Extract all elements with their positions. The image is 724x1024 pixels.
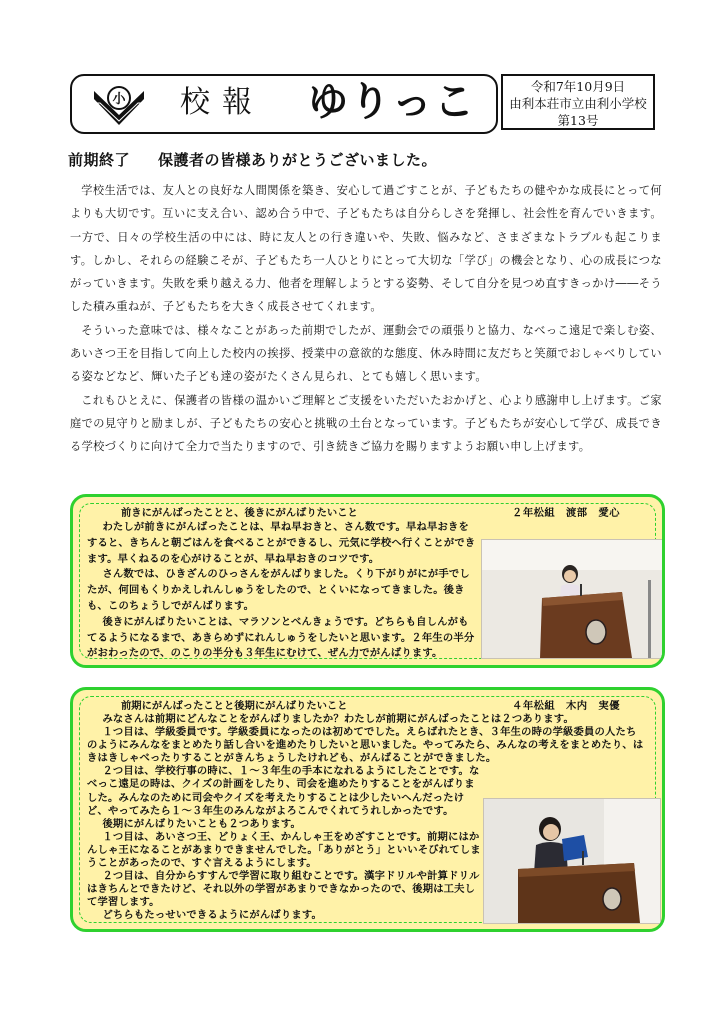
speech-photo-grade2	[481, 539, 663, 659]
headline-right: 保護者の皆様ありがとうございました。	[158, 151, 438, 169]
report-author: ２年松組 渡部 愛心	[512, 507, 620, 519]
paper-name: ゆりっこ	[308, 78, 476, 125]
speech-photo-grade4	[483, 798, 661, 924]
headline-left: 前期終了	[68, 151, 131, 169]
article-headline	[68, 149, 437, 170]
report-paragraph: 後期にがんばりたいことも２つあります。	[102, 817, 302, 830]
article-body	[70, 179, 662, 459]
issue-number: 第13号	[557, 113, 599, 128]
article-paragraph: そういった意味では、様々なことがあった前期でしたが、運動会での頑張りと協力、なべっこ遠足で楽しむ姿、あいさつ王を目指して向上した校内の挨拶、授業中の意欲的な態度、休み時間に友だちと笑顔でおしゃべりしている姿などなど、輝いた子ども達の姿がたくさん見られ、とても嬉しく思います。	[70, 323, 662, 384]
student-report-grade2	[70, 494, 665, 668]
report-paragraph: ２つ目は、自分からすすんで学習に取り組むことです。漢字ドリルや計算ドリルはきちんとできたけど、それ以外の学習があまりできなかったので、後期は工夫して学習します。	[87, 870, 480, 909]
school-paper-label: 校報	[180, 85, 264, 120]
report-header	[87, 699, 648, 713]
student-report-grade4	[70, 687, 665, 932]
report-title: 前きにがんばったことと、後きにがんばりたいこと	[121, 507, 358, 519]
report-author: ４年松組 木内 実優	[512, 700, 620, 712]
emblem-glyph: 小	[112, 92, 126, 107]
report-paragraph: 後きにがんばりたいことは、マラソンとべんきょうです。どちらも自しんがもてるようになるまで、あきらめずにれんしゅうをしたいと思います。２年生の半分がおわったので、のこりの半分も３年生にむけて、ぜん力でがんばります。	[87, 615, 475, 660]
report-paragraph: １つ目は、学級委員です。学級委員になったのは初めてでした。えらばれたとき、３年生の時の学級委員の人たちのようにみんなをまとめたり話し合いを進めたりしたいと思いました。やってみたら、みんなの考えをまとめたり、はきはきしゃべったりすることがきんちょうしたけれども、がんばることができました。	[87, 726, 644, 765]
report-title: 前期にがんばったことと後期にがんばりたいこと	[121, 700, 348, 712]
report-paragraph: ２つ目は、学校行事の時に、１～３年生の手本になれるようにしたことです。なべっこ遠足の時は、クイズの計画をしたり、司会を進めたりすることをがんばりました。みんなのために司会やクイズを考えたりすることは少したいへんだったけど、やってみたら１～３年生のみんながよろこんでくれてうれしかったです。	[87, 765, 480, 817]
article-paragraph: 学校生活では、友人との良好な人間関係を築き、安心して過ごすことが、子どもたちの健やかな成長にとって何よりも大切です。互いに支え合い、認め合う中で、子どもたちは自分らしさを発揮し、社会性を育んでいきます。一方で、日々の学校生活の中には、時に友人との行き違いや、失敗、悩みなど、さまざまなトラブルも起こります。しかし、それらの経験こそが、子どもたち一人ひとりにとって大切な「学び」の機会となり、心の成長につながっていきます。失敗を乗り越える力、他者を理解しようとする姿勢、そして自分を見つめ直すきっかけ――そうした積み重ねが、子どもたちを大きく成長させてくれます。	[70, 184, 662, 314]
report-paragraph: わたしが前きにがんばったことは、早ね早おきと、さん数です。早ね早おきをすると、きちんと朝ごはんを食べることができるし、元気に学校へ行くことができます。早くねるのを心がけることが、早ね早おきのコツです。	[87, 521, 476, 565]
school-name: 由利本荘市立由利小学校	[509, 96, 647, 111]
report-paragraph: １つ目は、あいさつ王、どりょく王、かんしゃ王をめざすことです。前期にはかんしゃ王になることがあまりできませんでした。「ありがとう」といいそびれてしまうことがあったので、すぐ言えるようにします。	[87, 830, 481, 870]
article-paragraph: これもひとえに、保護者の皆様の温かいご理解とご支援をいただいたおかげと、心より感謝申し上げます。ご家庭での見守りと励ましが、子どもたちの安心と挑戦の土台となっています。子どもたちが安心して学び、成長できる学校づくりに向けて全力で当たりますので、引き続きご協力を賜りますようお願い申し上げます。	[70, 393, 662, 454]
school-emblem-icon	[92, 81, 146, 127]
report-paragraph: どちらもたっせいできるようにがんばります。	[102, 909, 323, 922]
report-paragraph: みなさんは前期にどんなことをがんばりましたか？わたしが前期にがんばったことは２つあります。	[102, 713, 574, 725]
masthead	[70, 74, 498, 134]
issue-info	[501, 74, 655, 130]
report-header	[87, 506, 648, 520]
issue-date: 令和7年10月9日	[530, 79, 626, 94]
report-paragraph: さん数では、ひきざんのひっさんをがんばりました。くり下がりがにが手でしたが、何回もくりかえしれんしゅうをしたので、とくいになってきました。後きも、このちょうしでがんばります。	[87, 568, 470, 612]
report-body	[87, 520, 479, 662]
